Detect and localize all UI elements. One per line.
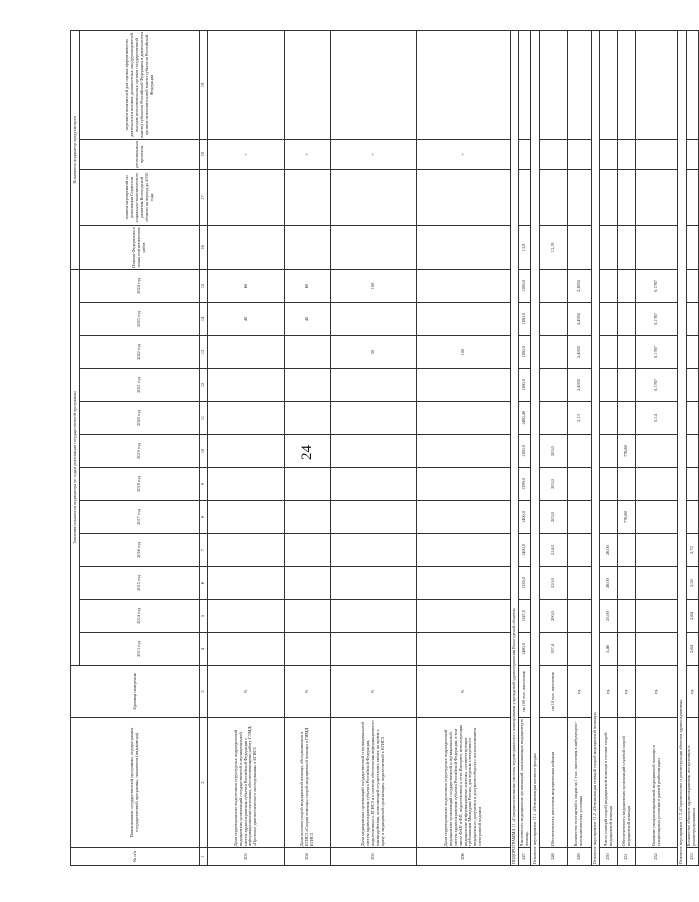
row-name: Обеспеченность медицинских организаций службой скорой медицинской помощи	[618, 718, 636, 848]
row-unit: %	[330, 666, 416, 718]
row-value: 1380,0	[519, 336, 531, 369]
col-number: 16	[200, 225, 208, 269]
row-value: 26,00	[600, 534, 618, 567]
row-plan: 13,19	[539, 225, 567, 269]
row-value: 2,4955	[567, 269, 591, 302]
row-no: 250	[600, 848, 618, 866]
section-heading: Основное мероприятие 11.2 «Оптимизация станций скорой медицинской помощи»	[591, 30, 599, 865]
row-value: 203,0	[539, 468, 567, 501]
page-number: 24	[299, 445, 315, 460]
col-number: 8	[200, 501, 208, 534]
row-value: 2,72	[686, 534, 698, 567]
header-year: 2022 год	[80, 336, 200, 369]
row-value: 0,14	[636, 402, 678, 435]
row-value: 2,50	[686, 567, 698, 600]
row-value: 60	[284, 269, 330, 302]
row-value: 1347,0	[519, 600, 531, 633]
row-value: 26,00	[600, 567, 618, 600]
row-value: 0,1767	[636, 369, 678, 402]
row-value: 40	[284, 303, 330, 336]
row-unit: %	[208, 666, 284, 718]
header-no: № п/п	[71, 848, 200, 866]
row-value: 2,64	[686, 600, 698, 633]
header-year: 2013 год	[80, 633, 200, 666]
row-value: 0,1767	[636, 269, 678, 302]
row-no: 251	[618, 848, 636, 866]
row-plan: 13,9	[519, 225, 531, 269]
row-unit: на 100 тыс. населения	[519, 666, 531, 718]
row-value: 1380,0	[519, 303, 531, 336]
row-value: 40	[208, 303, 284, 336]
row-value: 100	[416, 336, 510, 369]
header-strategy: планом мероприятий по реализации Стратегии социально-экономического развития Вологодской области на период до 2030 года	[80, 169, 200, 225]
row-value: 2,64	[686, 633, 698, 666]
row-regional: +	[284, 139, 330, 169]
header-unit: Единица измерения	[71, 666, 200, 718]
row-value: 214,0	[539, 534, 567, 567]
row-value: 2,4955	[567, 336, 591, 369]
header-year: 2016 год	[80, 534, 200, 567]
row-value: 2,13	[567, 402, 591, 435]
col-number: 15	[200, 269, 208, 302]
row-value: 0,1767	[636, 336, 678, 369]
row-unit: ед.	[567, 666, 591, 718]
col-number: 5	[200, 600, 208, 633]
indicator-table	[70, 30, 699, 866]
row-unit: на 10 тыс. населения	[539, 666, 567, 718]
header-year: 2021 год	[80, 369, 200, 402]
row-value: 1380,0	[519, 369, 531, 402]
row-value: 197,4	[539, 633, 567, 666]
row-value: 5,46	[600, 633, 618, 666]
row-value: 776,60	[618, 435, 636, 468]
row-name: Количество посещений к лицам на 1 тыс. населения в амбулаторно-поликлинических условиях	[567, 718, 591, 848]
row-no: 206	[416, 848, 510, 866]
row-value: 200,0	[539, 600, 567, 633]
row-no: 204	[284, 848, 330, 866]
row-regional: +	[208, 139, 284, 169]
col-number: 2	[200, 718, 208, 848]
row-unit: ед.	[636, 666, 678, 718]
row-value: 60	[208, 269, 284, 302]
row-value: 1400,0	[519, 534, 531, 567]
col-number: 1	[200, 848, 208, 866]
row-unit: %	[284, 666, 330, 718]
row-value: 1399,0	[519, 468, 531, 501]
row-no: 249	[567, 848, 591, 866]
row-name: Оказание специализированной медицинской помощи в стационарных условиях в ранней реабилитации	[636, 718, 678, 848]
row-no: 253	[686, 848, 698, 866]
row-name: Доля вызовов скорой медицинской помощи, обслуживаемых в ЕГИСЗ «Скорая помощь» скорой медицинской помощи в ГИМД ЕГИСЗ	[284, 718, 330, 848]
header-year: 2024 год	[80, 269, 200, 302]
row-unit: ед.	[600, 666, 618, 718]
col-number: 13	[200, 336, 208, 369]
col-number: 18	[200, 139, 208, 169]
row-regional: +	[330, 139, 416, 169]
col-number: 7	[200, 534, 208, 567]
col-number: 3	[200, 666, 208, 718]
rotated-table-wrapper	[70, 30, 697, 866]
row-value: 1480,40	[519, 402, 531, 435]
header-year: 2018 год	[80, 468, 200, 501]
row-value: 1480,0	[519, 633, 531, 666]
header-regional: региональным проектом	[80, 139, 200, 169]
row-value: 100	[330, 269, 416, 302]
row-value: 203,0	[539, 435, 567, 468]
row-value: 1400,0	[519, 501, 531, 534]
col-number: 12	[200, 369, 208, 402]
col-number: 19	[200, 30, 208, 139]
header-group-values: Значения показателя индикатора по годам реализации государственной программы	[71, 269, 80, 665]
row-no: 252	[636, 848, 678, 866]
header-year: 2017 год	[80, 501, 200, 534]
header-year: 2023 год	[80, 303, 200, 336]
header-year: 2020 год	[80, 402, 200, 435]
row-name: Количество объектов здравоохранения, построенных и реконструированных	[686, 718, 698, 848]
row-unit: ед.	[686, 666, 698, 718]
row-no: 247	[519, 848, 531, 866]
row-value: 25,00	[600, 600, 618, 633]
row-value: 1380,0	[519, 269, 531, 302]
col-number: 11	[200, 402, 208, 435]
section-heading: Основное мероприятие 11.1 «Оптимизация коечного фонда»	[531, 30, 539, 865]
row-unit: %	[416, 666, 510, 718]
row-value: 50	[330, 336, 416, 369]
col-number: 17	[200, 169, 208, 225]
section-heading: Основное мероприятие 11.3 «Строительство и реконструкция объектов здравоохранения»	[678, 30, 686, 865]
header-perechen: перечнем показателей для оценки эффективности деятельности высших должностных лиц (руководителей высших исполнительных органов государственной власти) субъектов Российской Федерации и деятельности органов исполнительной власти субъектов Российской Федерации	[80, 30, 200, 139]
row-value: 1385,0	[519, 435, 531, 468]
header-year: 2015 год	[80, 567, 200, 600]
header-name: Наименование государственной программы, подпрограммы государственной программы, показателя (индикатора)	[71, 718, 200, 848]
row-name: Обеспеченность населения медицинскими койками	[539, 718, 567, 848]
row-value: 0,1767	[636, 303, 678, 336]
row-name: Доля территориально выделенных структурных подразделений медицинских организаций государственной и муниципальной систем здравоохранения субъекта Российской Федерации с информационными системами, обеспечивающими работу СЭМД, «Протокол диагностического исследования» в ЕГИСЗ	[208, 718, 284, 848]
section-heading: ПОДПРОГРАММА 11 «Совершенствование системы территориального планирования учреждений здравоохранения Вологодской области»	[511, 30, 519, 865]
row-value: 776,60	[618, 501, 636, 534]
row-unit: ед.	[618, 666, 636, 718]
row-name: Доля территориально выделенных структурных подразделений медицинских организаций государственной и муниципальной систем здравоохранения субъекта Российской Федерации, в том числе ФАП и ФП, подключенных к сети Интернет, использующих медицинские информационные системы, соответствующие требованиям Минздрава России, для ведения электронного медицинского документа и документооборота с использованием электронной подписи	[416, 718, 510, 848]
col-number: 6	[200, 567, 208, 600]
row-no: 248	[539, 848, 567, 866]
col-number: 4	[200, 633, 208, 666]
row-value: 203,0	[539, 501, 567, 534]
row-value: 1339,0	[519, 567, 531, 600]
row-no: 203	[208, 848, 284, 866]
row-value: 210,0	[539, 567, 567, 600]
header-year: 2014 год	[80, 600, 200, 633]
row-name: Число станций скорой медицинской помощи в составе скорой медицинской помощи	[600, 718, 618, 848]
row-no: 205	[330, 848, 416, 866]
row-value: 2,4955	[567, 369, 591, 402]
row-value: 2,4955	[567, 303, 591, 336]
header-group-comp: Показатель индикатор предусмотрен	[71, 30, 80, 269]
row-name: Доля медицинских организаций государственной и муниципальной систем здравоохранения субъекта Российской Федерации, подключенных к ЕГИСЗ и к системе обеспечения информационного взаимодействия, позволяющей осуществлять запись на прием к врачу в медицинской организации, подключенной к ЕГИСЗ	[330, 718, 416, 848]
col-number: 14	[200, 303, 208, 336]
row-regional: +	[416, 139, 510, 169]
col-number: 10	[200, 435, 208, 468]
row-name: Численность медицинских организаций, оказывающих медицинскую помощь	[519, 718, 531, 848]
header-year: 2019 год	[80, 435, 200, 468]
header-plan: Планом Федерального плана статистических работ	[80, 225, 200, 269]
col-number: 9	[200, 468, 208, 501]
